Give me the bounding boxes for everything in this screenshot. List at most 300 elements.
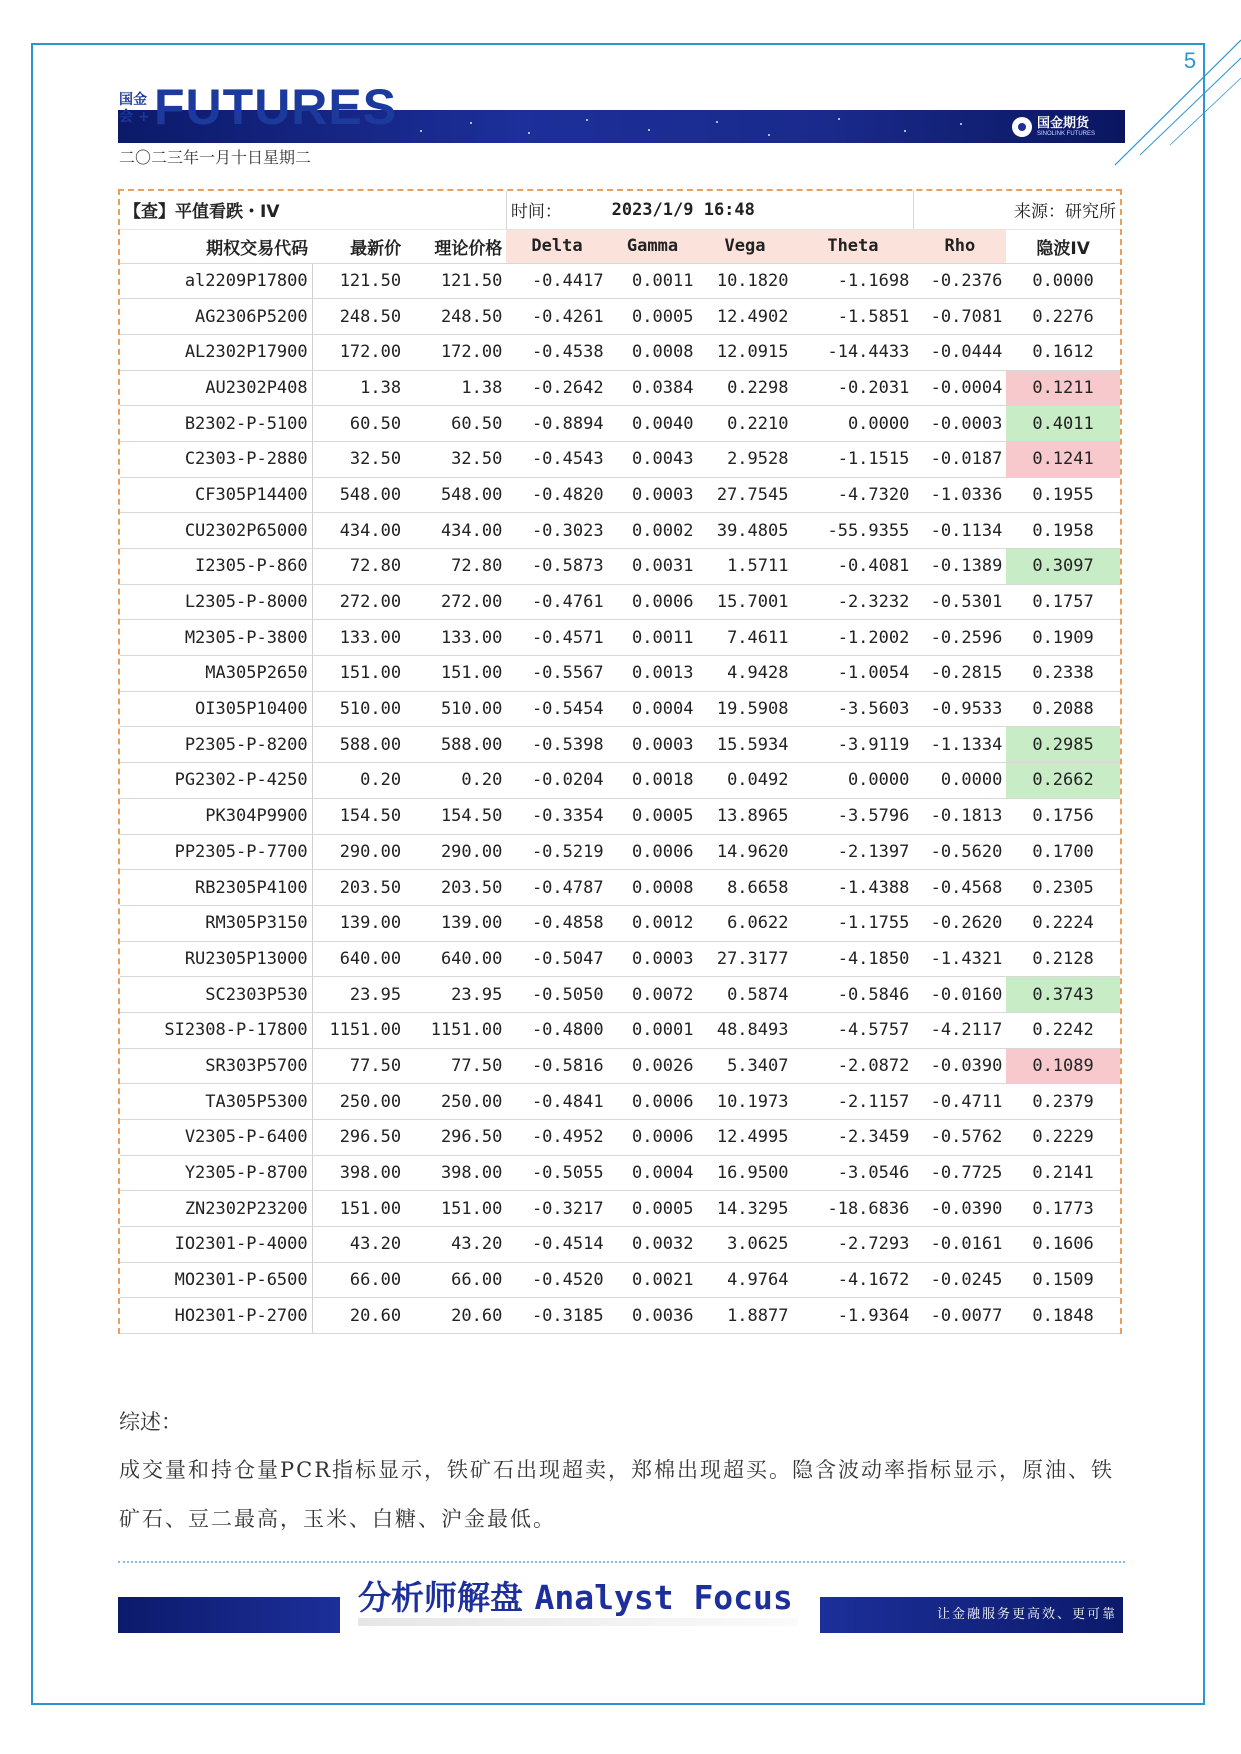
cell-rho: -0.2815 — [913, 656, 1006, 692]
cell-theta: -3.0546 — [792, 1155, 913, 1191]
cell-rho: -0.5620 — [913, 834, 1006, 870]
cell-code: SC2303P530 — [120, 977, 312, 1013]
cell-last: 66.00 — [312, 1262, 405, 1298]
cell-last: 133.00 — [312, 620, 405, 656]
table-row — [120, 977, 1120, 1013]
cell-theo: 290.00 — [405, 834, 506, 870]
table-row — [120, 1298, 1120, 1334]
cell-last: 151.00 — [312, 1191, 405, 1227]
table-row — [120, 441, 1120, 477]
cell-rho: -0.9533 — [913, 691, 1006, 727]
cell-rho: -0.4568 — [913, 870, 1006, 906]
cell-theta: -2.3459 — [792, 1120, 913, 1156]
cell-delta: -0.5050 — [506, 977, 607, 1013]
cell-last: 296.50 — [312, 1120, 405, 1156]
cell-vega: 39.4805 — [697, 513, 792, 549]
time-value: 2023/1/9 16:48 — [608, 191, 914, 229]
cell-delta: -0.5567 — [506, 656, 607, 692]
cell-gamma: 0.0005 — [608, 1191, 698, 1227]
table-row — [120, 1120, 1120, 1156]
cell-vega: 12.4902 — [697, 299, 792, 335]
footer-band-left — [118, 1597, 340, 1633]
table-row — [120, 763, 1120, 799]
cell-code: M2305-P-3800 — [120, 620, 312, 656]
footer-slogan: 让金融服务更高效、更可靠 — [936, 1607, 1117, 1622]
cell-theta: -2.1157 — [792, 1084, 913, 1120]
cell-theta: -1.2002 — [792, 620, 913, 656]
table-row — [120, 406, 1120, 442]
cell-rho: -0.0187 — [913, 441, 1006, 477]
cell-delta: -0.3023 — [506, 513, 607, 549]
cell-code: IO2301-P-4000 — [120, 1227, 312, 1263]
cell-gamma: 0.0003 — [608, 477, 698, 513]
cell-last: 510.00 — [312, 691, 405, 727]
cell-gamma: 0.0040 — [608, 406, 698, 442]
cell-last: 43.20 — [312, 1227, 405, 1263]
cell-code: AU2302P408 — [120, 370, 312, 406]
cell-gamma: 0.0026 — [608, 1048, 698, 1084]
cell-iv: 0.1955 — [1006, 477, 1120, 513]
cell-vega: 5.3407 — [697, 1048, 792, 1084]
cell-theo: 248.50 — [405, 299, 506, 335]
cell-gamma: 0.0006 — [608, 584, 698, 620]
table-row — [120, 334, 1120, 370]
cell-iv: 0.1700 — [1006, 834, 1120, 870]
cell-delta: -0.4261 — [506, 299, 607, 335]
cell-theo: 133.00 — [405, 620, 506, 656]
cell-gamma: 0.0011 — [608, 263, 698, 299]
cell-theo: 151.00 — [405, 656, 506, 692]
cell-theo: 121.50 — [405, 263, 506, 299]
table-row — [120, 620, 1120, 656]
cell-last: 32.50 — [312, 441, 405, 477]
table-title-row — [120, 191, 1120, 229]
cell-last: 248.50 — [312, 299, 405, 335]
cell-iv: 0.1509 — [1006, 1262, 1120, 1298]
cell-iv: 0.3743 — [1006, 977, 1120, 1013]
cell-iv: 0.2141 — [1006, 1155, 1120, 1191]
cell-iv: 0.3097 — [1006, 549, 1120, 585]
cell-last: 72.80 — [312, 549, 405, 585]
cell-theta: -1.5851 — [792, 299, 913, 335]
footer-title — [358, 1572, 793, 1616]
cell-code: RB2305P4100 — [120, 870, 312, 906]
table-row — [120, 941, 1120, 977]
cell-iv: 0.1241 — [1006, 441, 1120, 477]
cell-vega: 19.5908 — [697, 691, 792, 727]
cell-vega: 48.8493 — [697, 1012, 792, 1048]
summary-text: 成交量和持仓量PCR指标显示，铁矿石出现超卖，郑棉出现超买。隐含波动率指标显示，原油、铁矿石、豆二最高，玉米、白糖、沪金最低。 — [119, 1458, 1115, 1531]
cell-last: 172.00 — [312, 334, 405, 370]
cell-code: PP2305-P-7700 — [120, 834, 312, 870]
table-title: 【查】平值看跌・IV — [120, 191, 506, 229]
cell-theta: -1.1698 — [792, 263, 913, 299]
cell-rho: -0.7725 — [913, 1155, 1006, 1191]
cell-last: 154.50 — [312, 798, 405, 834]
cell-rho: -0.5762 — [913, 1120, 1006, 1156]
cell-delta: -0.0204 — [506, 763, 607, 799]
cell-rho: -1.0336 — [913, 477, 1006, 513]
cell-gamma: 0.0018 — [608, 763, 698, 799]
cell-last: 139.00 — [312, 905, 405, 941]
cell-gamma: 0.0006 — [608, 834, 698, 870]
table-row — [120, 727, 1120, 763]
table-row — [120, 1012, 1120, 1048]
cell-theta: -0.4081 — [792, 549, 913, 585]
cell-delta: -0.5219 — [506, 834, 607, 870]
cell-code: RU2305P13000 — [120, 941, 312, 977]
cell-last: 398.00 — [312, 1155, 405, 1191]
cell-gamma: 0.0031 — [608, 549, 698, 585]
cell-iv: 0.2985 — [1006, 727, 1120, 763]
cell-delta: -0.5816 — [506, 1048, 607, 1084]
cell-gamma: 0.0072 — [608, 977, 698, 1013]
cell-theta: -2.7293 — [792, 1227, 913, 1263]
cell-gamma: 0.0004 — [608, 1155, 698, 1191]
table-row — [120, 477, 1120, 513]
cell-vega: 27.7545 — [697, 477, 792, 513]
table-row — [120, 1048, 1120, 1084]
cell-theo: 23.95 — [405, 977, 506, 1013]
cell-rho: -0.0160 — [913, 977, 1006, 1013]
cell-code: SI2308-P-17800 — [120, 1012, 312, 1048]
cell-rho: -0.0077 — [913, 1298, 1006, 1334]
iv-table — [120, 191, 1120, 1334]
cell-delta: -0.4571 — [506, 620, 607, 656]
cell-rho: -0.2596 — [913, 620, 1006, 656]
cell-gamma: 0.0008 — [608, 334, 698, 370]
cell-rho: -0.0003 — [913, 406, 1006, 442]
cell-theo: 151.00 — [405, 1191, 506, 1227]
cell-code: AG2306P5200 — [120, 299, 312, 335]
report-date: 二〇二三年一月十日星期二 — [119, 148, 312, 167]
cell-iv: 0.1757 — [1006, 584, 1120, 620]
cell-theta: 0.0000 — [792, 406, 913, 442]
cell-theo: 139.00 — [405, 905, 506, 941]
cell-delta: -0.4520 — [506, 1262, 607, 1298]
cell-theo: 203.50 — [405, 870, 506, 906]
cell-iv: 0.1848 — [1006, 1298, 1120, 1334]
cell-theta: -1.4388 — [792, 870, 913, 906]
cell-iv: 0.2662 — [1006, 763, 1120, 799]
cell-theo: 548.00 — [405, 477, 506, 513]
cell-delta: -0.5055 — [506, 1155, 607, 1191]
cell-code: B2302-P-5100 — [120, 406, 312, 442]
cell-vega: 1.5711 — [697, 549, 792, 585]
cell-code: SR303P5700 — [120, 1048, 312, 1084]
cell-iv: 0.4011 — [1006, 406, 1120, 442]
cell-vega: 4.9428 — [697, 656, 792, 692]
brand-logo — [1012, 114, 1095, 140]
cell-code: MA305P2650 — [120, 656, 312, 692]
table-row — [120, 1191, 1120, 1227]
footer-divider — [118, 1561, 1125, 1563]
cell-iv: 0.1756 — [1006, 798, 1120, 834]
col-header-delta: Delta — [506, 229, 607, 263]
col-header-theo: 理论价格 — [405, 229, 506, 263]
cell-last: 60.50 — [312, 406, 405, 442]
cell-delta: -0.8894 — [506, 406, 607, 442]
cell-theo: 640.00 — [405, 941, 506, 977]
cell-vega: 16.9500 — [697, 1155, 792, 1191]
cell-theta: -4.1672 — [792, 1262, 913, 1298]
cell-last: 203.50 — [312, 870, 405, 906]
footer-title-cn: 分析师解盘 — [358, 1578, 523, 1617]
cell-last: 250.00 — [312, 1084, 405, 1120]
cell-vega: 1.8877 — [697, 1298, 792, 1334]
cell-vega: 13.8965 — [697, 798, 792, 834]
cell-iv: 0.0000 — [1006, 263, 1120, 299]
cell-vega: 6.0622 — [697, 905, 792, 941]
cell-delta: -0.4543 — [506, 441, 607, 477]
cell-gamma: 0.0011 — [608, 620, 698, 656]
cell-iv: 0.2276 — [1006, 299, 1120, 335]
cell-last: 121.50 — [312, 263, 405, 299]
cell-theo: 1151.00 — [405, 1012, 506, 1048]
cell-gamma: 0.0002 — [608, 513, 698, 549]
cell-code: al2209P17800 — [120, 263, 312, 299]
cell-iv: 0.2128 — [1006, 941, 1120, 977]
cell-theo: 77.50 — [405, 1048, 506, 1084]
cell-rho: -0.5301 — [913, 584, 1006, 620]
cell-theo: 296.50 — [405, 1120, 506, 1156]
table-row — [120, 263, 1120, 299]
cell-rho: -1.4321 — [913, 941, 1006, 977]
cell-iv: 0.2242 — [1006, 1012, 1120, 1048]
cell-last: 434.00 — [312, 513, 405, 549]
cell-rho: -0.0390 — [913, 1048, 1006, 1084]
page-number: 5 — [1183, 48, 1197, 73]
table-row — [120, 656, 1120, 692]
cell-last: 0.20 — [312, 763, 405, 799]
cell-rho: -0.1813 — [913, 798, 1006, 834]
table-row — [120, 1155, 1120, 1191]
cell-delta: -0.4538 — [506, 334, 607, 370]
cell-vega: 15.7001 — [697, 584, 792, 620]
cell-gamma: 0.0004 — [608, 691, 698, 727]
cell-code: AL2302P17900 — [120, 334, 312, 370]
cell-delta: -0.3354 — [506, 798, 607, 834]
cell-vega: 2.9528 — [697, 441, 792, 477]
cell-delta: -0.3217 — [506, 1191, 607, 1227]
table-row — [120, 691, 1120, 727]
cell-gamma: 0.0032 — [608, 1227, 698, 1263]
brand-name-en: SINOLINK FUTURES — [1037, 130, 1096, 137]
cell-theta: -4.7320 — [792, 477, 913, 513]
cell-vega: 15.5934 — [697, 727, 792, 763]
cell-gamma: 0.0384 — [608, 370, 698, 406]
table-header-row — [120, 229, 1120, 263]
cell-rho: -0.0245 — [913, 1262, 1006, 1298]
cell-delta: -0.4514 — [506, 1227, 607, 1263]
cell-theta: -3.9119 — [792, 727, 913, 763]
cell-code: HO2301-P-2700 — [120, 1298, 312, 1334]
cell-iv: 0.2088 — [1006, 691, 1120, 727]
cell-code: OI305P10400 — [120, 691, 312, 727]
cell-code: C2303-P-2880 — [120, 441, 312, 477]
footer-title-shadow — [358, 1618, 798, 1626]
logo-futures: FUTURES — [154, 79, 398, 135]
cell-vega: 14.3295 — [697, 1191, 792, 1227]
cell-theta: -18.6836 — [792, 1191, 913, 1227]
cell-theta: 0.0000 — [792, 763, 913, 799]
cell-code: MO2301-P-6500 — [120, 1262, 312, 1298]
cell-theta: -0.2031 — [792, 370, 913, 406]
table-row — [120, 549, 1120, 585]
cell-rho: -0.0004 — [913, 370, 1006, 406]
iv-table-panel — [118, 189, 1122, 1334]
cell-vega: 12.4995 — [697, 1120, 792, 1156]
cell-vega: 7.4611 — [697, 620, 792, 656]
cell-last: 272.00 — [312, 584, 405, 620]
cell-code: CU2302P65000 — [120, 513, 312, 549]
col-header-gamma: Gamma — [608, 229, 698, 263]
cell-theta: -2.1397 — [792, 834, 913, 870]
cell-theo: 32.50 — [405, 441, 506, 477]
cell-rho: -1.1334 — [913, 727, 1006, 763]
cell-iv: 0.1211 — [1006, 370, 1120, 406]
cell-iv: 0.1606 — [1006, 1227, 1120, 1263]
cell-iv: 0.2379 — [1006, 1084, 1120, 1120]
cell-theta: -3.5603 — [792, 691, 913, 727]
cell-last: 77.50 — [312, 1048, 405, 1084]
cell-code: TA305P5300 — [120, 1084, 312, 1120]
cell-iv: 0.2305 — [1006, 870, 1120, 906]
cell-iv: 0.2338 — [1006, 656, 1120, 692]
cell-vega: 3.0625 — [697, 1227, 792, 1263]
cell-theo: 510.00 — [405, 691, 506, 727]
cell-delta: -0.4952 — [506, 1120, 607, 1156]
cell-last: 640.00 — [312, 941, 405, 977]
cell-iv: 0.1773 — [1006, 1191, 1120, 1227]
cell-theta: -0.5846 — [792, 977, 913, 1013]
cell-delta: -0.3185 — [506, 1298, 607, 1334]
cell-vega: 12.0915 — [697, 334, 792, 370]
cell-rho: -0.0444 — [913, 334, 1006, 370]
col-header-code: 期权交易代码 — [120, 229, 312, 263]
cell-iv: 0.1089 — [1006, 1048, 1120, 1084]
cell-theta: -4.1850 — [792, 941, 913, 977]
cell-theo: 1.38 — [405, 370, 506, 406]
cell-delta: -0.2642 — [506, 370, 607, 406]
cell-vega: 27.3177 — [697, 941, 792, 977]
cell-last: 588.00 — [312, 727, 405, 763]
cell-theta: -1.1755 — [792, 905, 913, 941]
cell-rho: -0.1389 — [913, 549, 1006, 585]
table-row — [120, 1227, 1120, 1263]
cell-gamma: 0.0021 — [608, 1262, 698, 1298]
cell-code: P2305-P-8200 — [120, 727, 312, 763]
cell-delta: -0.4820 — [506, 477, 607, 513]
cell-theta: -1.9364 — [792, 1298, 913, 1334]
cell-gamma: 0.0043 — [608, 441, 698, 477]
cell-last: 548.00 — [312, 477, 405, 513]
cell-last: 151.00 — [312, 656, 405, 692]
corner-decoration — [1110, 0, 1241, 175]
cell-vega: 0.2298 — [697, 370, 792, 406]
col-header-last: 最新价 — [312, 229, 405, 263]
table-row — [120, 513, 1120, 549]
table-row — [120, 905, 1120, 941]
cell-code: L2305-P-8000 — [120, 584, 312, 620]
cell-code: PK304P9900 — [120, 798, 312, 834]
cell-gamma: 0.0005 — [608, 299, 698, 335]
cell-theta: -2.0872 — [792, 1048, 913, 1084]
cell-gamma: 0.0036 — [608, 1298, 698, 1334]
col-header-theta: Theta — [792, 229, 913, 263]
footer-title-en: Analyst Focus — [534, 1578, 793, 1617]
cell-theo: 20.60 — [405, 1298, 506, 1334]
cell-rho: -0.7081 — [913, 299, 1006, 335]
cell-theo: 434.00 — [405, 513, 506, 549]
cell-theta: -1.0054 — [792, 656, 913, 692]
cell-theo: 60.50 — [405, 406, 506, 442]
cell-last: 290.00 — [312, 834, 405, 870]
cell-vega: 0.0492 — [697, 763, 792, 799]
brand-mark-icon — [1012, 117, 1032, 137]
cell-code: RM305P3150 — [120, 905, 312, 941]
cell-iv: 0.2224 — [1006, 905, 1120, 941]
cell-gamma: 0.0001 — [608, 1012, 698, 1048]
cell-code: CF305P14400 — [120, 477, 312, 513]
cell-vega: 4.9764 — [697, 1262, 792, 1298]
cell-gamma: 0.0008 — [608, 870, 698, 906]
cell-rho: -0.4711 — [913, 1084, 1006, 1120]
cell-theo: 43.20 — [405, 1227, 506, 1263]
cell-gamma: 0.0003 — [608, 941, 698, 977]
cell-delta: -0.4787 — [506, 870, 607, 906]
cell-iv: 0.2229 — [1006, 1120, 1120, 1156]
cell-theo: 72.80 — [405, 549, 506, 585]
table-row — [120, 798, 1120, 834]
cell-delta: -0.4800 — [506, 1012, 607, 1048]
cell-iv: 0.1612 — [1006, 334, 1120, 370]
table-row — [120, 1262, 1120, 1298]
table-row — [120, 1084, 1120, 1120]
cell-theta: -4.5757 — [792, 1012, 913, 1048]
cell-theo: 398.00 — [405, 1155, 506, 1191]
cell-iv: 0.1958 — [1006, 513, 1120, 549]
cell-gamma: 0.0003 — [608, 727, 698, 763]
cell-last: 20.60 — [312, 1298, 405, 1334]
logo-small-text: 国金 会 + — [119, 92, 150, 125]
cell-delta: -0.5398 — [506, 727, 607, 763]
cell-vega: 0.5874 — [697, 977, 792, 1013]
cell-theo: 172.00 — [405, 334, 506, 370]
cell-theta: -2.3232 — [792, 584, 913, 620]
cell-last: 1.38 — [312, 370, 405, 406]
cell-theta: -14.4433 — [792, 334, 913, 370]
cell-last: 23.95 — [312, 977, 405, 1013]
cell-delta: -0.4858 — [506, 905, 607, 941]
cell-gamma: 0.0013 — [608, 656, 698, 692]
summary-label: 综述： — [119, 1410, 182, 1434]
cell-rho: -0.0161 — [913, 1227, 1006, 1263]
cell-theta: -1.1515 — [792, 441, 913, 477]
cell-code: Y2305-P-8700 — [120, 1155, 312, 1191]
cell-code: I2305-P-860 — [120, 549, 312, 585]
cell-theta: -55.9355 — [792, 513, 913, 549]
cell-vega: 14.9620 — [697, 834, 792, 870]
cell-rho: 0.0000 — [913, 763, 1006, 799]
cell-delta: -0.5454 — [506, 691, 607, 727]
table-row — [120, 370, 1120, 406]
cell-code: V2305-P-6400 — [120, 1120, 312, 1156]
cell-delta: -0.4761 — [506, 584, 607, 620]
cell-code: PG2302-P-4250 — [120, 763, 312, 799]
source-label: 来源：研究所 — [913, 191, 1120, 229]
cell-theo: 588.00 — [405, 727, 506, 763]
